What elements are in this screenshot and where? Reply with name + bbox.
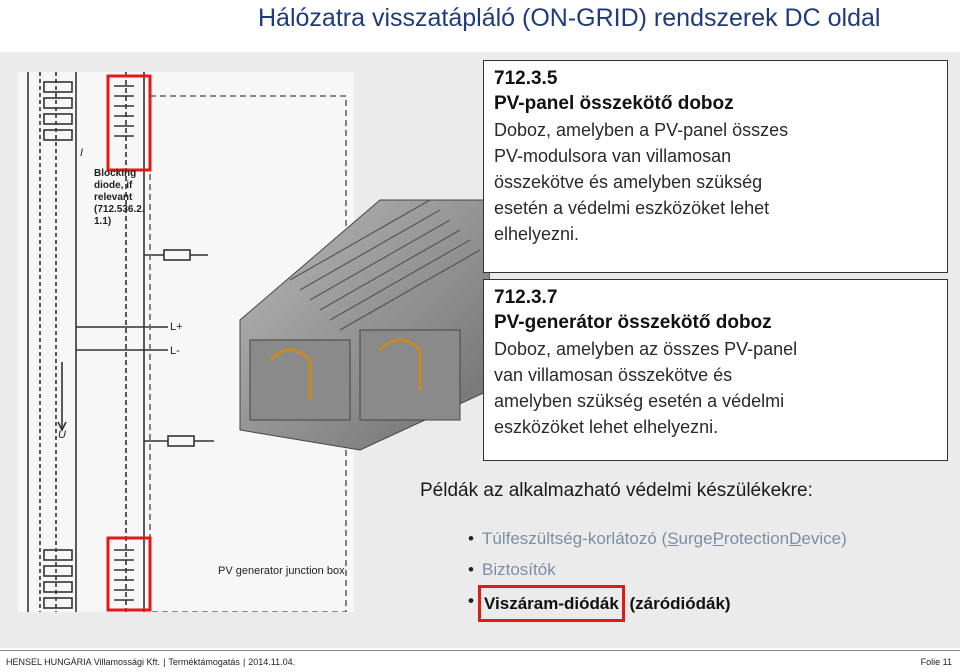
blocking-diode-label-2: diode, if (94, 180, 133, 191)
list-item-fuses (468, 554, 847, 585)
spd-letter-s: S (667, 529, 679, 548)
terminal-block-image (230, 190, 490, 460)
spd-prefix: Túlfeszültség-korlátozó ( (482, 529, 668, 548)
i-label: I (80, 147, 84, 159)
examples-heading: Példák az alkalmazható védelmi készülékekre: (420, 480, 813, 501)
definition-line: PV-modulsora van villamosan (494, 146, 732, 166)
blocking-diode-label-4: (712.536.2. (94, 204, 145, 215)
definition-box-712-3-7 (483, 279, 948, 461)
footer-date: 2014.11.04. (248, 657, 296, 667)
slide-number: Folie 11 (920, 657, 952, 667)
definition-line: Doboz, amelyben az összes PV-panel (494, 339, 798, 359)
l-minus-label: L- (170, 345, 180, 357)
slide-footer (0, 650, 960, 672)
definition-line: Doboz, amelyben a PV-panel összes (494, 120, 789, 140)
slide-title: Hálózatra visszatápláló (ON-GRID) rendszerek DC oldal (258, 4, 881, 32)
footer-department: Terméktámogatás (168, 657, 240, 667)
fuses-text: Biztosítók (482, 560, 556, 579)
spd-letter-d: D (789, 529, 802, 548)
spd-letter-p: P (712, 529, 724, 548)
junction-box-label: PV generator junction box (218, 565, 345, 577)
spd-suffix: evice) (801, 529, 847, 548)
footer-company: HENSEL HUNGÁRIA Villamossági Kft. (6, 657, 161, 667)
blocking-diode-label-3: relevant (94, 192, 133, 203)
definition-line: összekötve és amelyben szükség (494, 172, 763, 192)
definition-box-712-3-5 (483, 60, 948, 273)
footer-info: HENSEL HUNGÁRIA Villamossági Kft. | Terméktámogatás | 2014.11.04. (6, 657, 296, 667)
protection-device-list (468, 523, 847, 622)
blocking-diode-rest: (záródiódák) (624, 594, 731, 613)
spd-text-rotection: rotection (723, 529, 790, 548)
terminal-block-drawing (230, 190, 490, 460)
definition-term: PV-generátor összekötő doboz (494, 312, 772, 333)
list-item-blocking-diodes (468, 585, 847, 622)
definition-code: 712.3.5 (494, 68, 558, 89)
definition-line: amelyben szükség esetén a védelmi (494, 391, 785, 411)
definition-line: esetén a védelmi eszközöket lehet (494, 198, 770, 218)
definition-code: 712.3.7 (494, 287, 558, 308)
definition-line: eszközöket lehet elhelyezni. (494, 417, 719, 437)
list-item-spd (468, 523, 847, 554)
l-plus-label: L+ (170, 321, 183, 333)
definition-line: van villamosan összekötve és (494, 365, 733, 385)
u-label: U (58, 429, 66, 441)
blocking-diode-highlight: Viszáram-diódák (478, 585, 625, 622)
definition-term: PV-panel összekötő doboz (494, 93, 734, 114)
blocking-diode-label-1: Blocking (94, 168, 137, 179)
blocking-diode-label-5: 1.1) (94, 216, 112, 227)
spd-text-urge: urge (678, 529, 713, 548)
definition-line: elhelyezni. (494, 224, 580, 244)
